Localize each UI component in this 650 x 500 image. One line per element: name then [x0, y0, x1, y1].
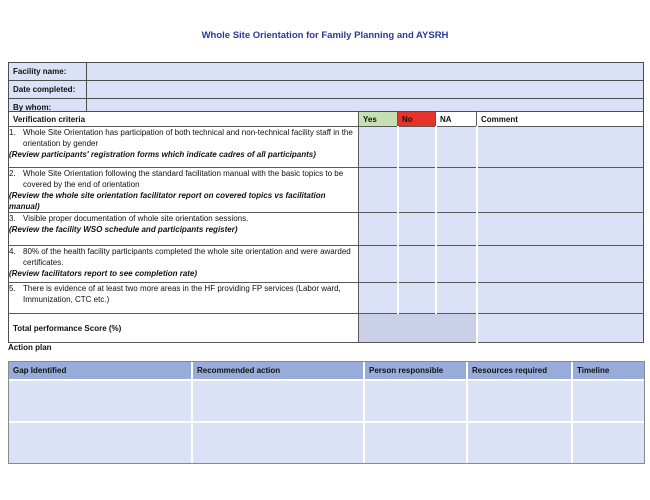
yes-header: Yes [359, 112, 398, 127]
date-completed-field[interactable] [87, 81, 644, 99]
row5-no-cell[interactable] [398, 283, 436, 314]
person-responsible-cell[interactable] [363, 379, 466, 421]
page-title: Whole Site Orientation for Family Planning and AYSRH [201, 30, 449, 41]
resources-required-cell[interactable] [466, 421, 571, 463]
row5-na-cell[interactable] [436, 283, 477, 314]
total-score-label: Total performance Score (%) [9, 314, 359, 343]
criterion-note: (Review the whole site orientation facilitator report on covered topics vs facilitation manual) [9, 191, 326, 211]
criterion-text: Visible proper documentation of whole site orientation sessions. [23, 214, 249, 223]
criterion-row-1 [9, 127, 644, 168]
row5-comment-cell[interactable] [477, 283, 644, 314]
recommended-action-header: Recommended action [191, 362, 363, 379]
table-row [9, 81, 644, 99]
criterion-note: (Review the facility WSO schedule and participants register) [9, 225, 238, 234]
action-plan-table [8, 361, 645, 464]
comment-header: Comment [477, 112, 644, 127]
criterion-note: (Review facilitators report to see completion rate) [9, 269, 198, 278]
criterion-text: There is evidence of at least two more areas in the HF providing FP services (Labor ward, Immunization, CTC etc.) [23, 284, 341, 304]
timeline-cell[interactable] [571, 379, 644, 421]
recommended-action-cell[interactable] [191, 379, 363, 421]
criteria-header: Verification criteria [9, 112, 359, 127]
gap-identified-cell[interactable] [9, 421, 191, 463]
criterion-row-2 [9, 168, 644, 213]
criterion-text: Whole Site Orientation following the standard facilitation manual with the basic topics to be covered by the end of orientation [23, 169, 344, 189]
gap-identified-cell[interactable] [9, 379, 191, 421]
criterion-number: 3. [9, 214, 16, 223]
timeline-header: Timeline [571, 362, 644, 379]
criterion-number: 1. [9, 128, 16, 137]
row4-comment-cell[interactable] [477, 246, 644, 283]
na-header: NA [436, 112, 477, 127]
criterion-row-5 [9, 283, 644, 314]
row3-comment-cell[interactable] [477, 213, 644, 246]
row4-na-cell[interactable] [436, 246, 477, 283]
row1-na-cell[interactable] [436, 127, 477, 168]
row3-no-cell[interactable] [398, 213, 436, 246]
row3-yes-cell[interactable] [359, 213, 398, 246]
timeline-cell[interactable] [571, 421, 644, 463]
row4-no-cell[interactable] [398, 246, 436, 283]
row3-na-cell[interactable] [436, 213, 477, 246]
action-plan-header-row [9, 362, 644, 379]
criterion-text: Whole Site Orientation has participation of both technical and non-technical facility staff in the orientation by gender [23, 128, 353, 148]
row2-no-cell[interactable] [398, 168, 436, 213]
criterion-number: 5. [9, 284, 16, 293]
criterion-row-4 [9, 246, 644, 283]
row1-comment-cell[interactable] [477, 127, 644, 168]
total-score-value-cell[interactable] [359, 314, 477, 343]
resources-required-header: Resources required [466, 362, 571, 379]
row4-yes-cell[interactable] [359, 246, 398, 283]
criterion-number: 2. [9, 169, 16, 178]
action-plan-title: Action plan [8, 343, 52, 352]
action-plan-row-1 [9, 379, 644, 421]
gap-identified-header: Gap Identified [9, 362, 191, 379]
facility-name-label: Facility name: [9, 63, 87, 81]
person-responsible-cell[interactable] [363, 421, 466, 463]
person-responsible-header: Person responsible [363, 362, 466, 379]
date-completed-label: Date completed: [9, 81, 87, 99]
criterion-note: (Review participants' registration forms which indicate cadres of all participants) [9, 150, 316, 159]
verification-checklist-table [8, 111, 644, 343]
total-score-row [9, 314, 644, 343]
row5-yes-cell[interactable] [359, 283, 398, 314]
no-header: No [398, 112, 436, 127]
row1-yes-cell[interactable] [359, 127, 398, 168]
table-row [9, 63, 644, 81]
criterion-text: 80% of the health facility participants completed the whole site orientation and were awarded certificates. [23, 247, 351, 267]
resources-required-cell[interactable] [466, 379, 571, 421]
checklist-header-row [9, 112, 644, 127]
criterion-number: 4. [9, 247, 16, 256]
total-score-comment-cell[interactable] [477, 314, 644, 343]
row1-no-cell[interactable] [398, 127, 436, 168]
criterion-row-3 [9, 213, 644, 246]
row2-na-cell[interactable] [436, 168, 477, 213]
recommended-action-cell[interactable] [191, 421, 363, 463]
row2-yes-cell[interactable] [359, 168, 398, 213]
action-plan-row-2 [9, 421, 644, 463]
by-whom-label: By whom: [9, 99, 87, 117]
facility-name-field[interactable] [87, 63, 644, 81]
facility-info-table [8, 62, 644, 117]
row2-comment-cell[interactable] [477, 168, 644, 213]
